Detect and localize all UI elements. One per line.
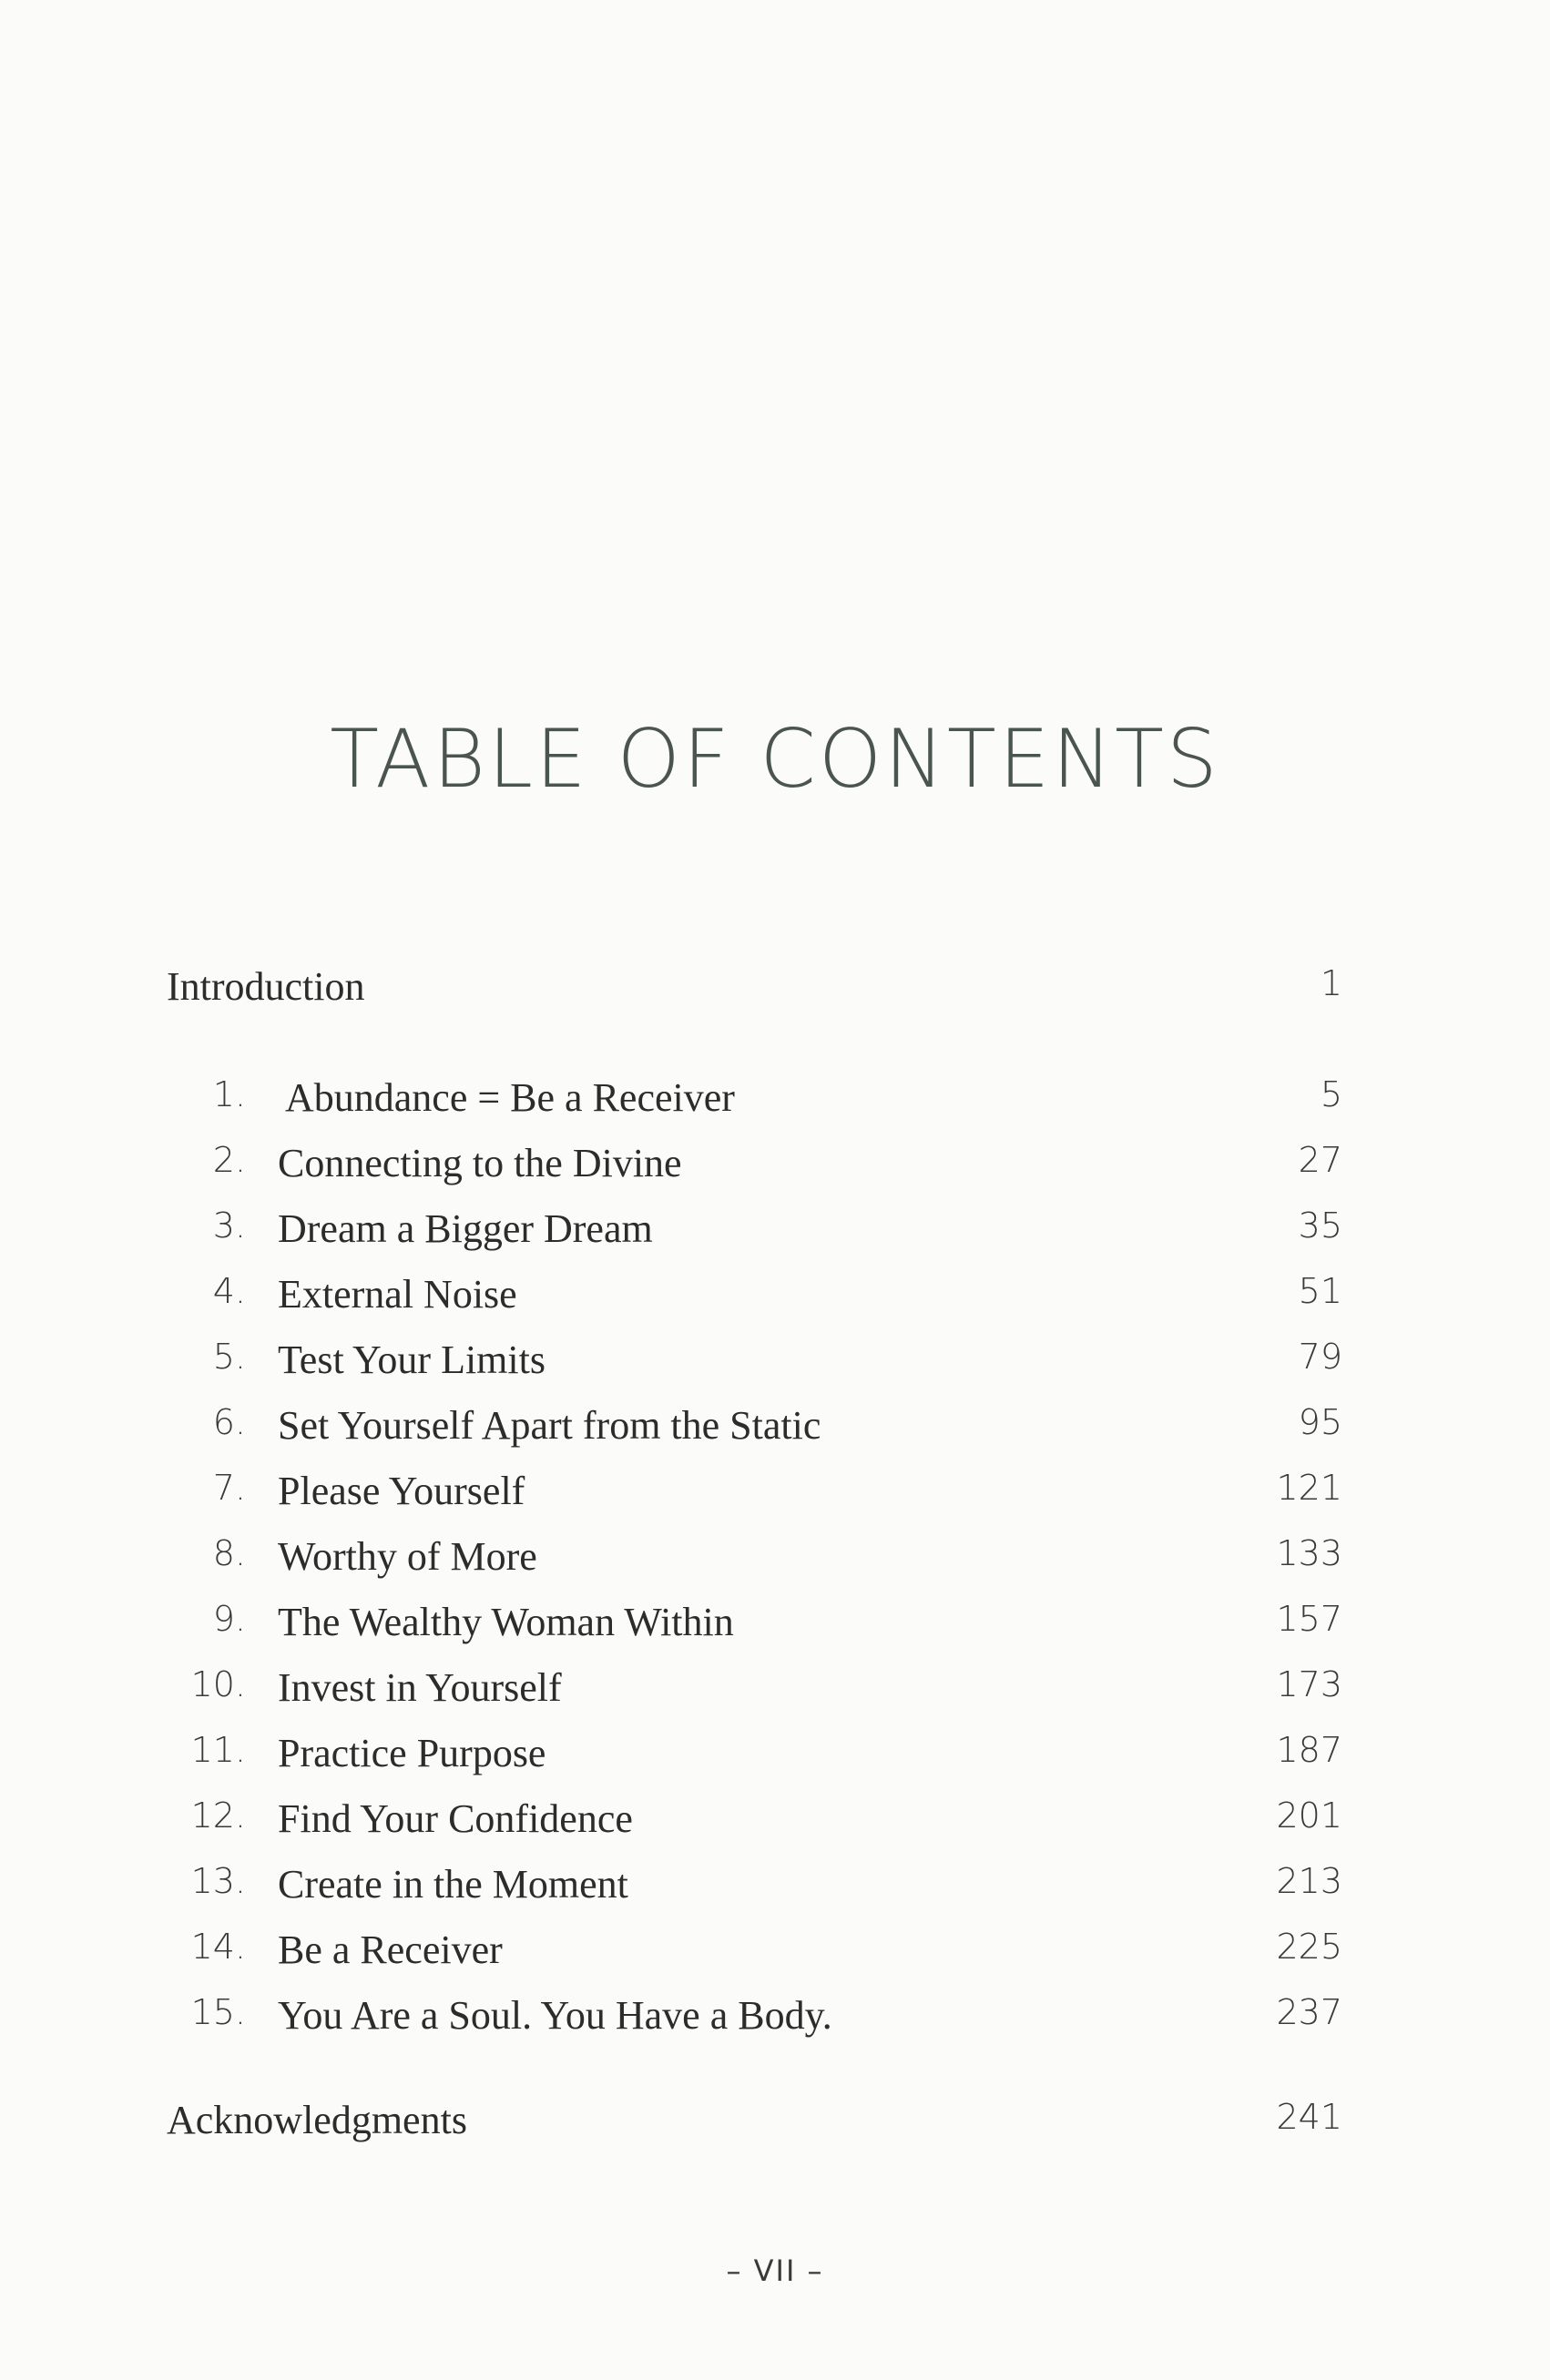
toc-entry-page: 27: [1298, 1140, 1342, 1180]
toc-entry-page: 157: [1276, 1599, 1342, 1639]
toc-entry-number: 15.: [190, 1992, 246, 2032]
toc-entry-number: 2.: [212, 1140, 246, 1180]
toc-entry-chapter[interactable]: [0, 1205, 1550, 1271]
toc-entry-label: Set Yourself Apart from the Static: [278, 1403, 821, 1448]
toc-entry-number: 8.: [212, 1533, 246, 1573]
toc-entry-page: 133: [1276, 1533, 1342, 1573]
page-number-folio: – VII –: [726, 2253, 824, 2288]
page-title: TABLE OF CONTENTS: [330, 712, 1220, 806]
toc-entry-chapter[interactable]: [0, 1074, 1550, 1140]
toc-entry-label: Worthy of More: [278, 1534, 537, 1579]
toc-entry-page: 95: [1298, 1402, 1342, 1442]
toc-entry-page: 35: [1298, 1205, 1342, 1246]
toc-entry-number: 7.: [212, 1468, 246, 1508]
toc-entry-label: Acknowledgments: [167, 2098, 467, 2142]
toc-entry-number: 5.: [212, 1337, 246, 1377]
toc-entry-label: Find Your Confidence: [278, 1796, 633, 1841]
toc-entry-chapter[interactable]: [0, 1861, 1550, 1927]
toc-entry-label: External Noise: [278, 1272, 517, 1317]
toc-entry-chapter[interactable]: [0, 1533, 1550, 1599]
toc-entry-label: Abundance = Be a Receiver: [285, 1075, 735, 1120]
toc-entry-label: Connecting to the Divine: [278, 1141, 682, 1185]
toc-entry-number: 12.: [190, 1795, 246, 1836]
toc-entry-introduction[interactable]: [0, 963, 1550, 1029]
toc-entry-page: 241: [1276, 2097, 1342, 2137]
toc-entry-page: 187: [1276, 1730, 1342, 1770]
toc-entry-page: 201: [1276, 1795, 1342, 1836]
toc-entry-label: Introduction: [167, 964, 365, 1009]
toc-entry-number: 9.: [212, 1599, 246, 1639]
toc-entry-label: Invest in Yourself: [278, 1665, 562, 1710]
toc-entry-page: 5: [1320, 1074, 1342, 1114]
toc-entry-page: 173: [1276, 1664, 1342, 1704]
toc-entry-chapter[interactable]: [0, 1468, 1550, 1533]
toc-entry-number: 13.: [190, 1861, 246, 1901]
toc-entry-label: Please Yourself: [278, 1469, 525, 1513]
toc-entry-chapter[interactable]: [0, 1402, 1550, 1468]
toc-entry-page: 213: [1276, 1861, 1342, 1901]
toc-entry-label: Create in the Moment: [278, 1862, 628, 1907]
toc-entry-chapter[interactable]: [0, 1795, 1550, 1861]
toc-entry-number: 10.: [190, 1664, 246, 1704]
toc-entry-label: The Wealthy Woman Within: [278, 1600, 734, 1644]
toc-entry-chapter[interactable]: [0, 1337, 1550, 1402]
toc-entry-chapter[interactable]: [0, 1730, 1550, 1795]
toc-entry-chapter[interactable]: [0, 1664, 1550, 1730]
toc-entry-chapter[interactable]: [0, 1599, 1550, 1664]
toc-entry-acknowledgments[interactable]: [0, 2097, 1550, 2162]
toc-entry-chapter[interactable]: [0, 1140, 1550, 1205]
toc-entry-label: Practice Purpose: [278, 1731, 546, 1775]
toc-entry-chapter[interactable]: [0, 1271, 1550, 1337]
toc-entry-page: 1: [1320, 963, 1342, 1003]
toc-entry-number: 11.: [190, 1730, 246, 1770]
toc-entry-chapter[interactable]: [0, 1992, 1550, 2058]
toc-entry-label: You Are a Soul. You Have a Body.: [278, 1993, 832, 2038]
toc-entry-page: 51: [1298, 1271, 1342, 1311]
toc-entry-label: Test Your Limits: [278, 1337, 546, 1382]
toc-entry-number: 14.: [190, 1927, 246, 1967]
toc-entry-number: 4.: [212, 1271, 246, 1311]
toc-entry-label: Be a Receiver: [278, 1927, 503, 1972]
toc-entry-chapter[interactable]: [0, 1927, 1550, 1992]
toc-entry-page: 79: [1298, 1337, 1342, 1377]
toc-entry-page: 121: [1276, 1468, 1342, 1508]
toc-entry-page: 225: [1276, 1927, 1342, 1967]
toc-entry-page: 237: [1276, 1992, 1342, 2032]
toc-entry-label: Dream a Bigger Dream: [278, 1206, 653, 1251]
toc-entry-number: 1.: [212, 1074, 246, 1114]
toc-entry-number: 3.: [212, 1205, 246, 1246]
toc-entry-number: 6.: [212, 1402, 246, 1442]
